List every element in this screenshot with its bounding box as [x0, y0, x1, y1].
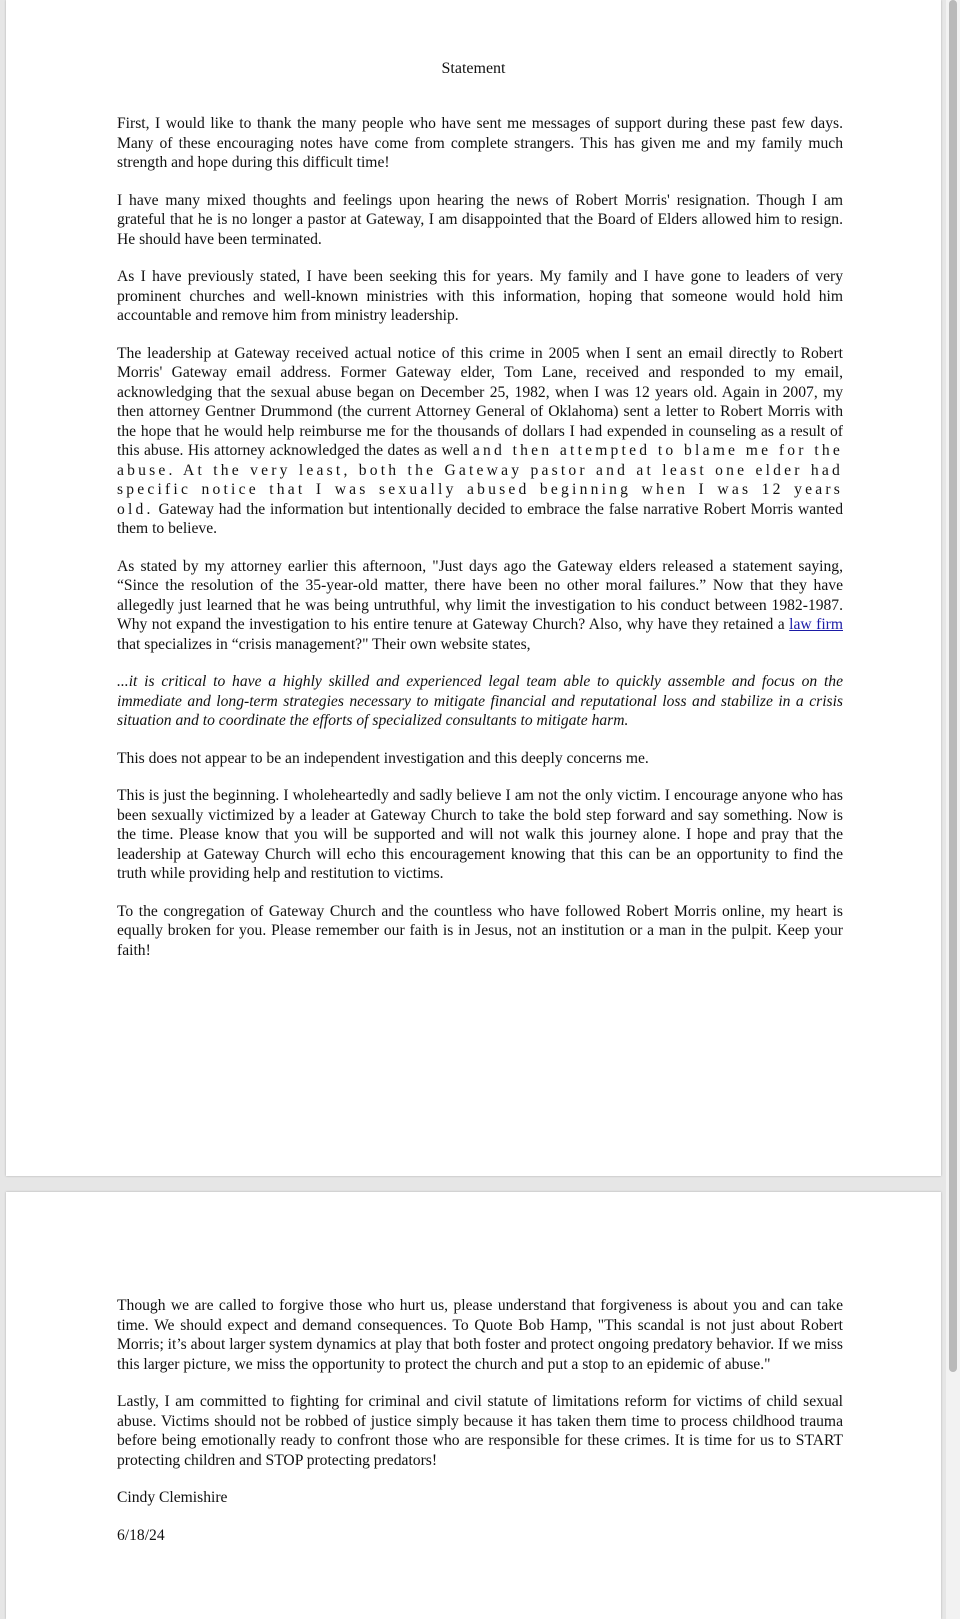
quoted-website-text: ...it is critical to have a highly skilled and experienced legal team able to quickly assemble and focus on the immediate and long-term strategies necessary to mitigate financial and reputational loss and stabilize in a crisis situation and to coordinate the efforts of specialized consultants to mitigate harm. — [117, 673, 843, 729]
page-2-body — [117, 1296, 843, 1563]
signature-date: 6/18/24 — [117, 1526, 165, 1544]
paragraph-seeking: As I have previously stated, I have been seeking this for years. My family and I have gone to leaders of very prominent churches and well-known ministries with this information, hoping that someone would hold him accountable and remove him from ministry leadership. — [117, 268, 843, 324]
signature-name: Cindy Clemishire — [117, 1489, 228, 1506]
law-firm-link[interactable]: law firm — [789, 616, 843, 633]
scrollbar-thumb[interactable] — [949, 0, 957, 1372]
paragraph-notice-part-3: Gateway had the information but intentionally decided to embrace the false narrative Robert Morris wanted them to believe. — [117, 500, 843, 537]
paragraph-notice — [117, 344, 843, 539]
document-page-1 — [6, 0, 941, 1176]
paragraph-congregation: To the congregation of Gateway Church and the countless who have followed Robert Morris online, my heart is equally broken for you. Please remember our faith is in Jesus, not an institution or a man in the pulpit. Keep your faith! — [117, 902, 843, 959]
paragraph-attorney-part-1: As stated by my attorney earlier this afternoon, "Just days ago the Gateway elders released a statement saying, “Since the resolution of the 35-year-old matter, there have been no other moral failures.” Now that they have allegedly just learned that he was being untruthful, why limit the investigation to his conduct between 1982-1987. Why not expand the investigation to his entire tenure at Gateway Church? Also, why have they retained a — [117, 557, 843, 633]
paragraph-attorney-part-2: that specializes in “crisis management?" Their own website states, — [117, 635, 531, 653]
document-page-2 — [6, 1192, 941, 1619]
paragraph-forgiveness: Though we are called to forgive those who hurt us, please understand that forgiveness is about you and can take time. We should expect and demand consequences. To Quote Bob Hamp, "This scandal is not just about Robert Morris; it’s about larger system dynamics at play that both foster and protect ongoing predatory behavior. If we miss this larger picture, we miss the opportunity to protect the church and put a stop to an epidemic of abuse." — [117, 1297, 843, 1373]
paragraph-resignation: I have many mixed thoughts and feelings upon hearing the news of Robert Morris' resignation. Though I am grateful that he is no longer a pastor at Gateway, I am disappointed that the Board of Elders allowed him to resign. He should have been terminated. — [117, 191, 843, 248]
paragraph-notice-part-1: The leadership at Gateway received actual notice of this crime in 2005 when I sent an email directly to Robert Morris' Gateway email address. Former Gateway elder, Tom Lane, received and responded to my email, acknowledging that the sexual abuse began on December 25, 1982, when I was 12 years old. Again in 2007, my then attorney Gentner Drummond (the current Attorney General of Oklahoma) sent a letter to Robert Morris with the hope that he would help reimburse me for the thousands of dollars I had expended in counseling as a result of this abuse. His attorney acknowledged the dates as well — [117, 344, 843, 459]
paragraph-beginning: This is just the beginning. I wholeheartedly and sadly believe I am not the only victim. I encourage anyone who has been sexually victimized by a leader at Gateway Church to take the bold step forward and say something. Now is the time. Please know that you will be supported and will not walk this journey alone. I hope and pray that the leadership at Gateway Church will echo this encouragement knowing that this can be an opportunity to find the truth while providing help and restitution to victims. — [117, 787, 843, 882]
page-1-body — [117, 114, 843, 978]
paragraph-reform: Lastly, I am committed to fighting for criminal and civil statute of limitations reform for victims of child sexual abuse. Victims should not be robbed of justice simply because it has taken them time to process childhood trauma before being emotionally ready to confront those who are responsible for these crimes. It is time for us to START protecting children and STOP protecting predators! — [117, 1393, 843, 1469]
paragraph-attorney — [117, 557, 843, 655]
page-title: Statement — [441, 60, 506, 77]
paragraph-concern: This does not appear to be an independent investigation and this deeply concerns me. — [117, 749, 649, 767]
paragraph-thanks: First, I would like to thank the many people who have sent me messages of support during these past few days. Many of these encouraging notes have come from complete strangers. This has given me and my family much strength and hope during this difficult time! — [117, 115, 843, 171]
paragraph-notice-spaced: and then attempted to blame me for the abuse. At the very least, both the Gateway pastor and at least one elder had specific notice that I was sexually abused beginning when I was 12 years old. — [117, 442, 844, 518]
vertical-scrollbar[interactable] — [946, 0, 960, 1619]
